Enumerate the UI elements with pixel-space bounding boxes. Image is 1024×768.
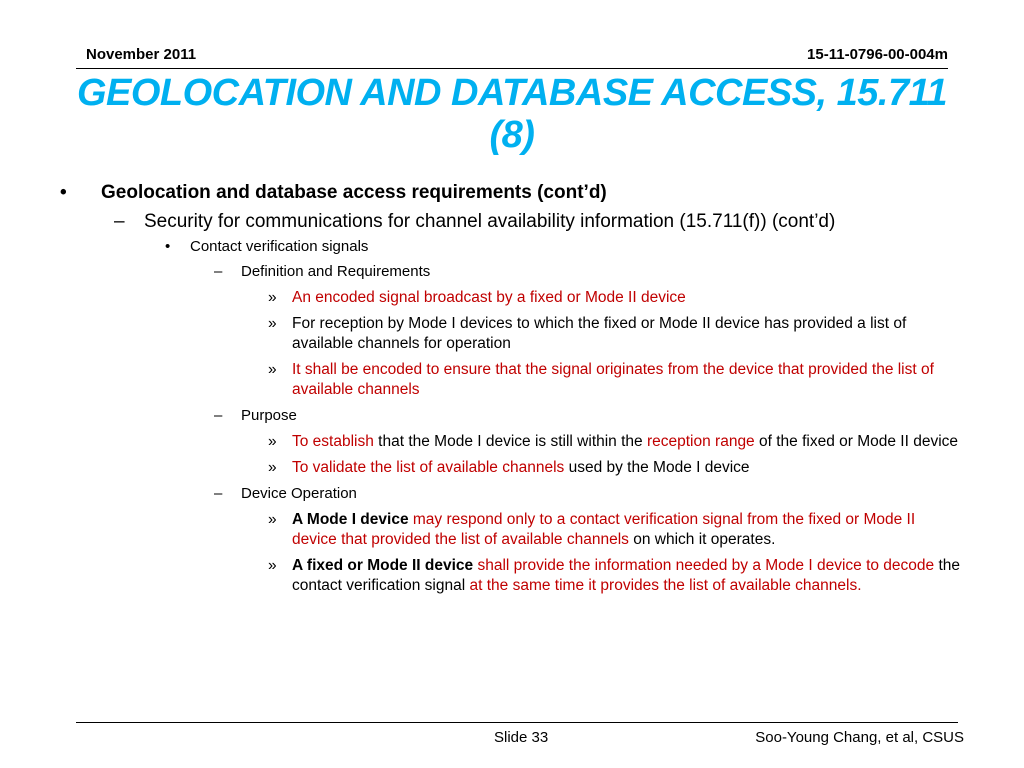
chevron-icon: » xyxy=(268,459,277,476)
chevron-icon: » xyxy=(268,289,277,306)
chevron-icon: » xyxy=(268,315,277,332)
subsection-purpose xyxy=(0,406,1024,426)
footer-divider xyxy=(76,722,958,723)
bullet-level1 xyxy=(0,180,1024,206)
text-plain: that the Mode I device is still within the xyxy=(373,433,647,450)
chevron-icon: » xyxy=(268,511,277,528)
text-plain: on which it operates. xyxy=(628,531,776,548)
list-item xyxy=(0,314,1024,354)
header-date: November 2011 xyxy=(86,46,197,63)
text-plain: used by the Mode I device xyxy=(564,459,750,476)
bullet-level2 xyxy=(0,210,1024,233)
chevron-icon: » xyxy=(268,433,277,450)
footer-author: Soo-Young Chang, et al, CSUS xyxy=(755,729,964,746)
subsection-operation xyxy=(0,484,1024,504)
bullet-icon: • xyxy=(60,182,67,203)
list-item-text: It shall be encoded to ensure that the signal originates from the device that provided the list of available channels xyxy=(292,361,934,398)
bullet-icon: • xyxy=(165,238,171,255)
subsection-heading: Device Operation xyxy=(241,485,357,502)
dash-icon: – xyxy=(214,485,223,502)
list-item-text xyxy=(292,510,964,550)
subsection-heading: Definition and Requirements xyxy=(241,263,431,280)
subsection-heading: Purpose xyxy=(241,407,297,424)
list-item-text xyxy=(292,556,964,596)
text-bold: A Mode I device xyxy=(292,511,409,528)
header-doc-id: 15-11-0796-00-004m xyxy=(807,46,948,63)
list-item xyxy=(0,458,1024,478)
list-item xyxy=(0,288,1024,308)
list-item-text xyxy=(292,432,964,452)
subsection-definition xyxy=(0,262,1024,282)
text-bold: A fixed or Mode II device xyxy=(292,557,474,574)
slide-number: Slide 33 xyxy=(494,729,549,746)
list-item xyxy=(0,510,1024,550)
list-item-text: An encoded signal broadcast by a fixed or Mode II device xyxy=(292,289,686,306)
dash-icon: – xyxy=(214,407,223,424)
text-plain: of the fixed or Mode II device xyxy=(754,433,959,450)
list-item-text: For reception by Mode I devices to which the fixed or Mode II device has provided a list of available channels for operation xyxy=(292,315,907,352)
bullet-text: Contact verification signals xyxy=(190,238,369,255)
text-emphasis: at the same time it provides the list of available channels. xyxy=(469,577,862,594)
dash-icon: – xyxy=(114,211,125,232)
list-item-text xyxy=(292,458,964,478)
slide-title: GEOLOCATION AND DATABASE ACCESS, 15.711 (8) xyxy=(76,72,948,156)
text-emphasis: To validate the list of available channels xyxy=(292,459,565,476)
text-emphasis: may respond only to a contact verification signal from the fixed or Mode II device that provided the list of available channels xyxy=(292,511,916,548)
list-item xyxy=(0,556,1024,596)
header-divider xyxy=(76,68,948,69)
text-emphasis: To establish xyxy=(292,433,374,450)
bullet-text: Security for communications for channel availability information (15.711(f)) (cont’d) xyxy=(144,211,836,232)
text-plain: the contact verification signal xyxy=(292,557,961,594)
bullet-text: Geolocation and database access requirements (cont’d) xyxy=(101,182,607,203)
text-emphasis: reception range xyxy=(646,433,755,450)
chevron-icon: » xyxy=(268,361,277,378)
dash-icon: – xyxy=(214,263,223,280)
slide-body xyxy=(0,180,1024,602)
text-emphasis: shall provide the information needed by a Mode I device to decode xyxy=(473,557,935,574)
chevron-icon: » xyxy=(268,557,277,574)
list-item xyxy=(0,432,1024,452)
list-item xyxy=(0,360,1024,400)
bullet-level3 xyxy=(0,237,1024,257)
